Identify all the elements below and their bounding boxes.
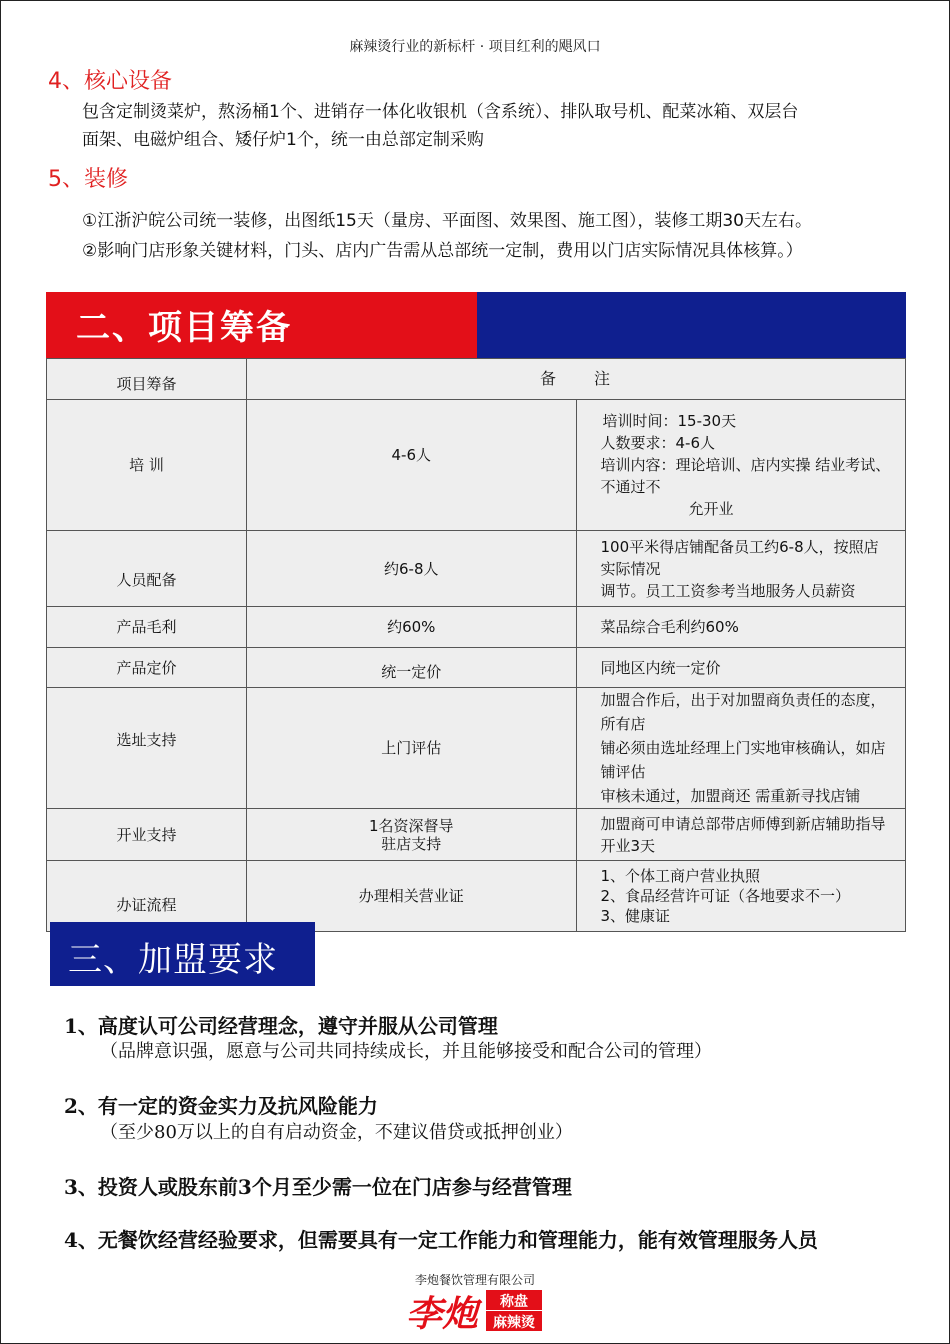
row-note: 审核未通过，加盟商还 需重新寻找店铺	[600, 787, 861, 805]
row-item: 人员配备	[47, 531, 247, 607]
row-note: 2、食品经营许可证（各地要求不一）	[600, 887, 851, 905]
header-item: 项目筹备	[47, 359, 247, 400]
section4-line: 面架、电磁炉组合、矮仔炉1个，统一由总部定制采购	[82, 130, 484, 150]
row-note: 培训内容：理论培训、店内实操 结业考试、不通过不	[600, 456, 891, 496]
row-notes	[576, 861, 906, 932]
section5-title: 5、装修	[48, 167, 128, 192]
row-note: 100平米得店铺配备员工约6-8人，按照店实际情况	[600, 537, 879, 578]
row-notes	[576, 648, 906, 688]
row-note: 加盟合作后，出于对加盟商负责任的态度，所有店	[600, 691, 886, 733]
row-item: 开业支持	[47, 809, 247, 861]
section5-body	[82, 206, 812, 266]
table-row	[47, 688, 906, 809]
row-note: 允开业	[688, 500, 734, 518]
row-value: 约6-8人	[247, 531, 577, 607]
banner-blue-block	[477, 292, 906, 358]
row-note: 培训时间：15-30天	[602, 412, 737, 430]
requirement-note: （至少80万以上的自有启动资金，不建议借贷或抵押创业）	[100, 1122, 573, 1143]
row-notes	[576, 809, 906, 861]
row-value: 统一定价	[247, 648, 577, 688]
table-row	[47, 400, 906, 531]
brand-logo	[404, 1288, 544, 1334]
requirement-title: 2、有一定的资金实力及抗风险能力	[64, 1094, 378, 1118]
row-note: 调节。员工工资参考当地服务人员薪资	[600, 581, 856, 600]
table-row	[47, 809, 906, 861]
table-row	[47, 648, 906, 688]
row-item: 产品定价	[47, 648, 247, 688]
row-note: 1、个体工商户营业执照	[600, 867, 761, 885]
row-item: 产品毛利	[47, 607, 247, 648]
row-value: 上门评估	[247, 688, 577, 809]
row-note: 加盟商可申请总部带店师傅到新店辅助指导开业3天	[600, 814, 886, 855]
row-notes	[576, 688, 906, 809]
part3-banner	[50, 922, 315, 986]
row-notes	[576, 531, 906, 607]
requirement-title: 1、高度认可公司经营理念，遵守并服从公司管理	[64, 1014, 498, 1038]
row-note: 3、健康证	[600, 907, 671, 925]
row-value: 1名资深督导 驻店支持	[247, 809, 577, 861]
row-note: 铺必须由选址经理上门实地审核确认，如店铺评估	[600, 739, 886, 781]
brand-logo-graphic	[404, 1288, 544, 1334]
row-item: 培 训	[47, 400, 247, 531]
part2-title: 二、项目筹备	[76, 308, 292, 348]
row-note: 菜品综合毛利约60%	[600, 618, 739, 636]
table-row	[47, 607, 906, 648]
row-note: 人数要求：4-6人	[600, 434, 716, 452]
section5-line: ①江浙沪皖公司统一装修，出图纸15天（量房、平面图、效果图、施工图），装修工期30天左右。	[82, 211, 813, 231]
header-tagline: 麻辣烫行业的新标杆 · 项目红利的飓风口	[349, 39, 601, 55]
section4-title: 4、核心设备	[48, 69, 172, 94]
logo-side-top-text: 称盘	[500, 1294, 528, 1310]
row-value: 4-6人	[247, 400, 577, 531]
row-value: 约60%	[247, 607, 577, 648]
section4-line: 包含定制烫菜炉，熬汤桶1个、进销存一体化收银机（含系统）、排队取号机、配菜冰箱、双层台	[82, 102, 799, 122]
section5-line: ②影响门店形象关键材料，门头、店内广告需从总部统一定制，费用以门店实际情况具体核算。）	[82, 241, 803, 261]
table-row	[47, 531, 906, 607]
row-notes	[576, 400, 906, 531]
row-item: 办证流程	[47, 861, 247, 932]
row-value: 办理相关营业证	[247, 861, 577, 932]
section4-body	[82, 98, 798, 154]
row-note: 同地区内统一定价	[600, 658, 721, 677]
part2-banner	[46, 292, 906, 358]
company-name: 李炮餐饮管理有限公司	[414, 1273, 535, 1287]
requirement-title: 4、无餐饮经营经验要求，但需要具有一定工作能力和管理能力，能有效管理服务人员	[64, 1228, 818, 1252]
table-row	[47, 861, 906, 932]
row-notes	[576, 607, 906, 648]
preparation-table	[46, 358, 906, 932]
logo-main-text: 李炮	[406, 1294, 479, 1334]
row-item: 选址支持	[47, 688, 247, 809]
logo-side-bottom-text: 麻辣烫	[493, 1315, 535, 1331]
table-header-row	[47, 359, 906, 400]
header-note: 备 注	[247, 359, 906, 400]
requirement-title: 3、投资人或股东前3个月至少需一位在门店参与经营管理	[64, 1175, 572, 1199]
requirement-note: （品牌意识强，愿意与公司共同持续成长，并且能够接受和配合公司的管理）	[100, 1041, 712, 1062]
part3-title: 三、加盟要求	[68, 940, 278, 980]
